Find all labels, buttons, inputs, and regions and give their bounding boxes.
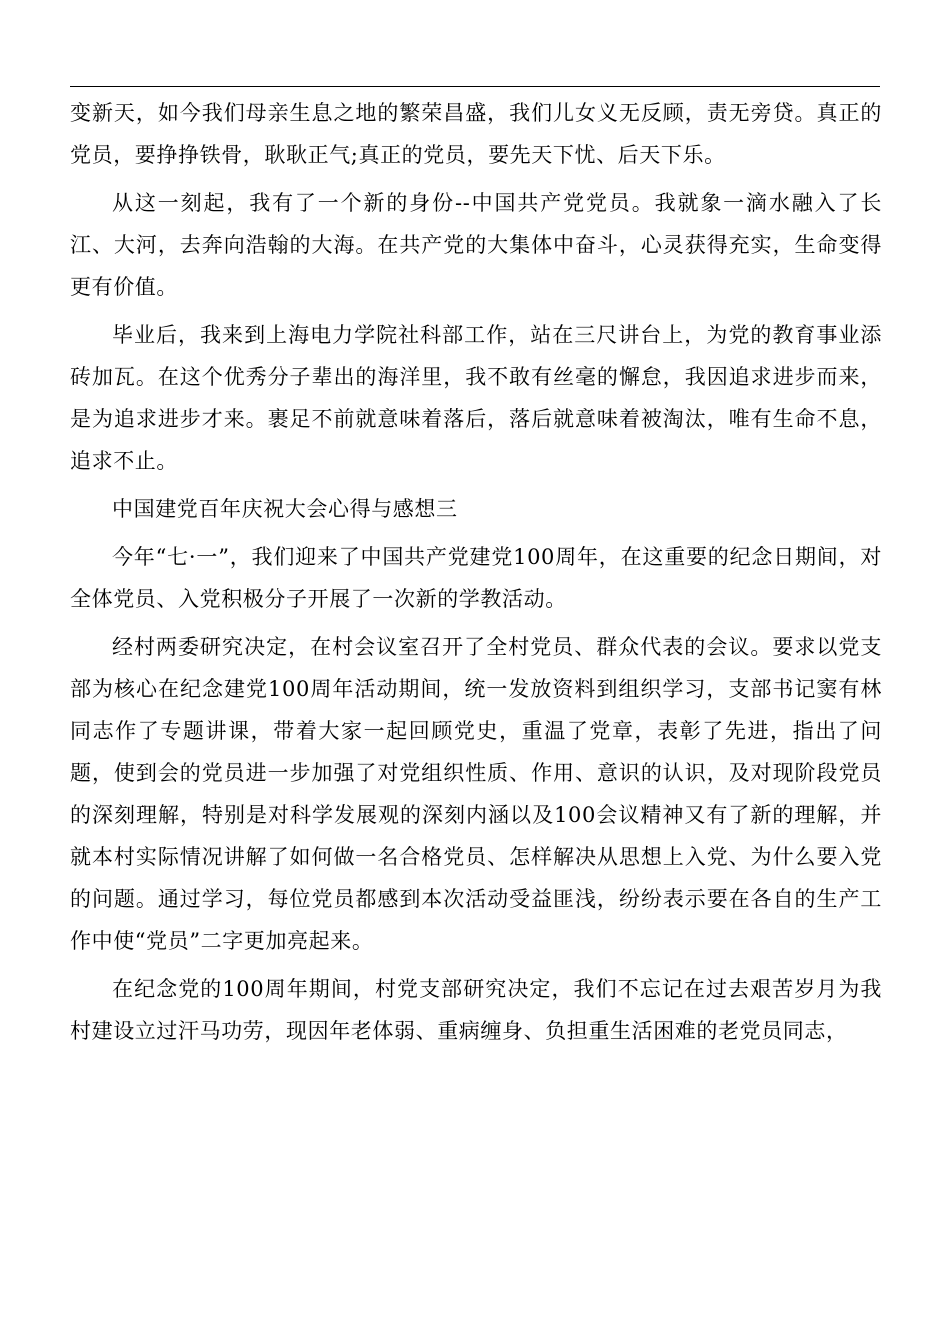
paragraph: 今年“七·一”，我们迎来了中国共产党建党100周年，在这重要的纪念日期间，对全体党员、入党积极分子开展了一次新的学教活动。 [70,545,882,611]
paragraph: 经村两委研究决定，在村会议室召开了全村党员、群众代表的会议。要求以党支部为核心在纪念建党100周年活动期间，统一发放资料到组织学习，支部书记窦有林同志作了专题讲课，带着大家一起回顾党史，重温了党章，表彰了先进，指出了问题，使到会的党员进一步加强了对党组织性质、作用、意识的认识，及对现阶段党员的深刻理解，特别是对科学发展观的深刻内涵以及100会议精神又有了新的理解，并就本村实际情况讲解了如何做一名合格党员、怎样解决从思想上入党、为什么要入党的问题。通过学习，每位党员都感到本次活动受益匪浅，纷纷表示要在各自的生产工作中使“党员”二字更加亮起来。 [70,635,882,953]
section-heading: 中国建党百年庆祝大会心得与感想三 [112,497,458,521]
document-body [70,92,882,1058]
header-rule [70,86,880,87]
paragraph: 在纪念党的100周年期间，村党支部研究决定，我们不忘记在过去艰苦岁月为我村建设立过汗马功劳，现因年老体弱、重病缠身、负担重生活困难的老党员同志， [70,977,882,1043]
paragraph: 毕业后，我来到上海电力学院社科部工作，站在三尺讲台上，为党的教育事业添砖加瓦。在这个优秀分子辈出的海洋里，我不敢有丝毫的懈怠，我因追求进步而来，是为追求进步才来。裹足不前就意味着落后，落后就意味着被淘汰，唯有生命不息，追求不止。 [70,323,882,473]
paragraph: 从这一刻起，我有了一个新的身份--中国共产党党员。我就象一滴水融入了长江、大河，去奔向浩翰的大海。在共产党的大集体中奋斗，心灵获得充实，生命变得更有价值。 [70,191,882,299]
paragraph-continuation: 变新天，如今我们母亲生息之地的繁荣昌盛，我们儿女义无反顾，责无旁贷。真正的党员，要挣挣铁骨，耿耿正气;真正的党员，要先天下忧、后天下乐。 [70,101,882,167]
